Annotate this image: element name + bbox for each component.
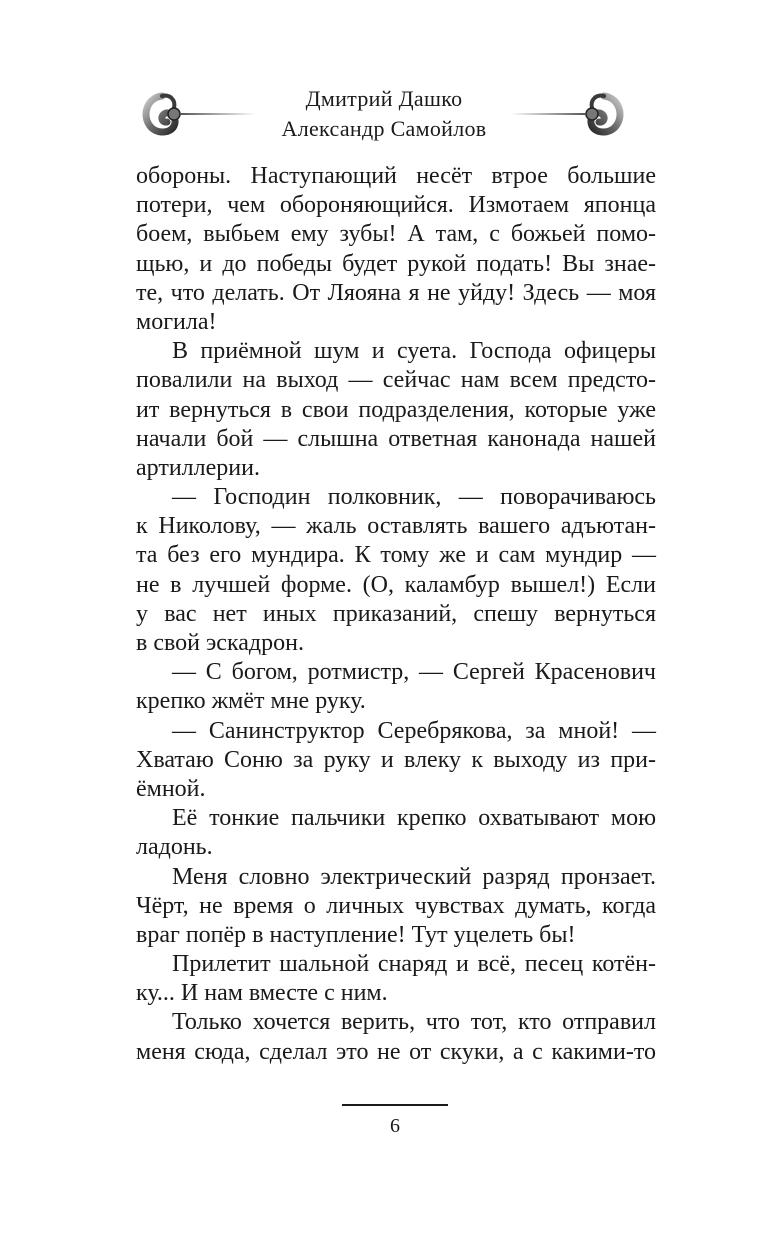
text-line: артиллерии.	[136, 454, 260, 481]
page-number: 6	[390, 1115, 400, 1137]
book-authors	[0, 84, 768, 144]
text-line: к Николову, — жаль оставлять вашего адъютан-	[136, 513, 656, 540]
text-line: обороны. Наступающий несёт втрое большие	[136, 163, 656, 189]
text-line: В приёмной шум и суета. Господа офицеры	[172, 338, 656, 365]
text-line: повалили на выход — сейчас нам всем предсто-	[136, 367, 656, 394]
text-line: ладонь.	[136, 834, 213, 861]
text-line: Прилетит шальной снаряд и всё, песец котён-	[172, 951, 656, 978]
text-line: Хватаю Соню за руку и влеку к выходу из при-	[136, 746, 656, 773]
text-line: Чёрт, не время о личных чувствах думать, когда	[136, 892, 656, 919]
text-line: потери, чем обороняющийся. Измотаем японца	[136, 192, 656, 219]
text-line: крепко жмёт мне руку.	[136, 688, 366, 715]
text-line: ку... И нам вместе с ним.	[136, 980, 388, 1007]
text-line: не в лучшей форме. (О, каламбур вышел!) Если	[136, 571, 656, 598]
text-line: враг попёр в наступление! Тут уцелеть бы!	[136, 921, 576, 948]
author-name: Дмитрий Дашко	[305, 86, 463, 111]
text-line: — С богом, ротмистр, — Сергей Красенович	[172, 659, 656, 686]
text-line: те, что делать. От Ляояна я не уйду! Здесь — моя	[136, 279, 656, 306]
text-line: боем, выбьем ему зубы! А там, с божьей помо-	[136, 221, 656, 248]
page-body-text	[136, 162, 656, 1067]
author-name: Александр Самойлов	[281, 116, 487, 141]
text-line: меня сюда, сделал это не от скуки, а с какими-то	[136, 1038, 656, 1065]
text-line: ёмной.	[136, 775, 206, 802]
text-line: начали бой — слышна ответная канонада нашей	[136, 425, 656, 452]
text-line: Только хочется верить, что тот, кто отправил	[172, 1009, 656, 1036]
running-header	[0, 84, 768, 154]
scroll-ornament-right-icon	[506, 90, 626, 140]
text-line: у вас нет иных приказаний, спешу вернуться	[136, 600, 656, 627]
text-line: могила!	[136, 308, 217, 335]
text-line: Меня словно электрический разряд пронзает.	[172, 863, 656, 890]
footer-divider	[342, 1104, 448, 1106]
text-line: в свой эскадрон.	[136, 630, 304, 656]
text-line: та без его мундира. К тому же и сам мундир —	[136, 542, 656, 569]
text-line: — Санинструктор Серебрякова, за мной! —	[172, 717, 656, 744]
text-line: ит вернуться в свои подразделения, которые уже	[136, 396, 656, 423]
text-line: — Господин полковник, — поворачиваюсь	[172, 484, 656, 511]
text-line: щью, и до победы будет рукой подать! Вы знае-	[136, 250, 656, 277]
text-line: Её тонкие пальчики крепко охватывают мою	[172, 805, 656, 832]
